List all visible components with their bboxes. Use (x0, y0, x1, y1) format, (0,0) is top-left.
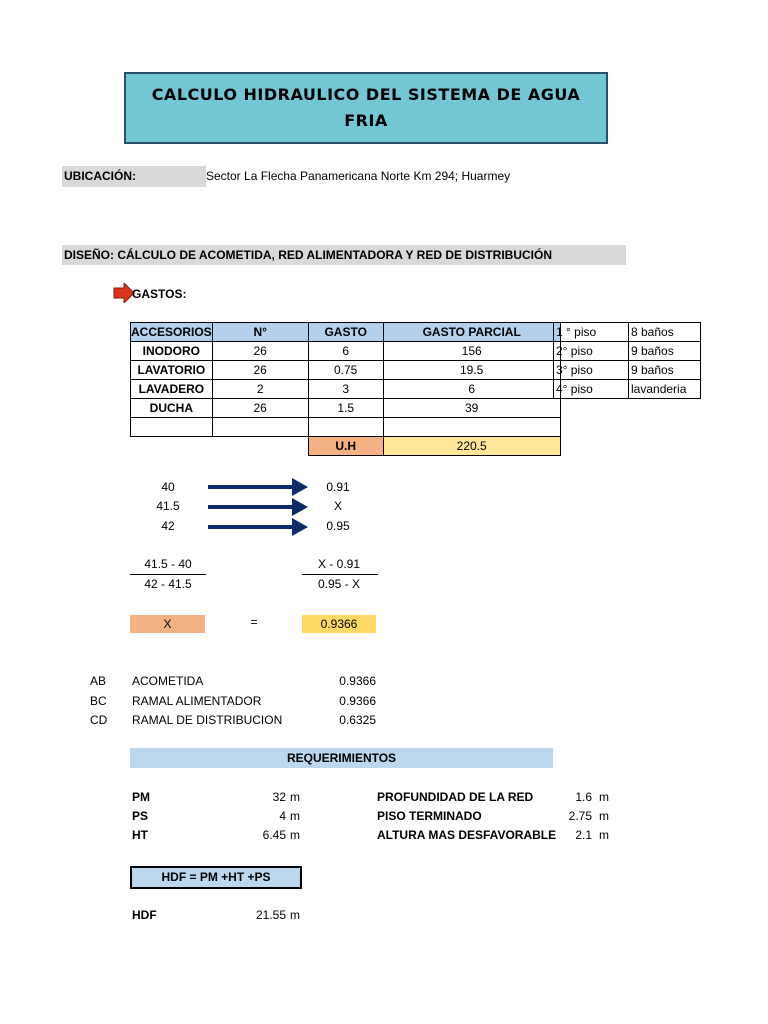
cell-accesorio: INODORO (131, 342, 213, 361)
x-value: 0.9366 (302, 615, 376, 633)
right-arrow-icon (208, 478, 308, 496)
piso-row (554, 361, 701, 380)
hdf-value: 21.55 (255, 908, 286, 922)
table-row-empty (131, 418, 561, 437)
tramo-code: BC (90, 694, 107, 708)
piso-label: 2° piso (554, 342, 629, 361)
tramo-value: 0.9366 (339, 694, 376, 708)
tramo-name: ACOMETIDA (132, 674, 204, 688)
tramo-name: RAMAL ALIMENTADOR (132, 694, 262, 708)
req-unit: m (290, 809, 300, 823)
x-label: X (130, 615, 205, 633)
req-label: PISO TERMINADO (377, 809, 482, 823)
table-row (131, 399, 561, 418)
uh-label: U.H (308, 437, 383, 456)
piso-label: 4° piso (554, 380, 629, 399)
cell-gasto-parcial: 39 (383, 399, 560, 418)
cell-gasto-parcial: 6 (383, 380, 560, 399)
interp-right-3: 0.95 (326, 519, 350, 533)
cell-accesorio: DUCHA (131, 399, 213, 418)
cell-numero: 26 (212, 361, 308, 380)
uh-value: 220.5 (383, 437, 560, 456)
piso-value: 9 baños (629, 342, 701, 361)
req-value: 1.6 (575, 790, 592, 804)
cell-numero: 26 (212, 399, 308, 418)
right-arrow-icon (208, 498, 308, 516)
piso-label: 3° piso (554, 361, 629, 380)
piso-value: 9 baños (629, 361, 701, 380)
cell-gasto: 3 (308, 380, 383, 399)
frac-right-line (302, 574, 378, 575)
hdf-unit: m (290, 908, 300, 922)
tramo-value: 0.9366 (339, 674, 376, 688)
page-title: CALCULO HIDRAULICO DEL SISTEMA DE AGUA FRIA (151, 85, 581, 130)
tramo-value: 0.6325 (339, 713, 376, 727)
hdf-formula: HDF = PM +HT +PS (130, 866, 302, 889)
req-value: 4 (279, 809, 286, 823)
hdf-label: HDF (132, 908, 157, 922)
requerimientos-heading: REQUERIMIENTOS (130, 748, 553, 768)
frac-left-numerator: 41.5 - 40 (144, 557, 192, 571)
blank-cell (212, 437, 308, 456)
tramo-code: CD (90, 713, 108, 727)
piso-row (554, 380, 701, 399)
equals-sign: = (250, 615, 258, 629)
req-unit: m (599, 828, 609, 842)
table-header-row (131, 323, 561, 342)
header-gasto: GASTO (308, 323, 383, 342)
blank-cell (131, 437, 213, 456)
req-label: ALTURA MAS DESFAVORABLE (377, 828, 557, 842)
req-value: 2.75 (568, 809, 592, 823)
piso-value: 8 baños (629, 323, 701, 342)
cell-gasto: 0.75 (308, 361, 383, 380)
gastos-table (130, 322, 561, 456)
ubicacion-value: Sector La Flecha Panamericana Norte Km 294; Huarmey (206, 169, 511, 183)
cell-numero: 2 (212, 380, 308, 399)
empty-cell (131, 418, 213, 437)
table-row (131, 361, 561, 380)
req-value: 2.1 (575, 828, 592, 842)
cell-numero: 26 (212, 342, 308, 361)
right-arrow-icon (208, 518, 308, 536)
frac-right-numerator: X - 0.91 (317, 557, 361, 571)
interp-left-3: 42 (161, 519, 175, 533)
title-box (124, 72, 608, 144)
piso-row (554, 342, 701, 361)
piso-label: 1 ° piso (554, 323, 629, 342)
tramo-code: AB (90, 674, 107, 688)
req-unit: m (290, 828, 300, 842)
cell-gasto-parcial: 156 (383, 342, 560, 361)
table-row (131, 380, 561, 399)
req-label: HT (132, 828, 148, 842)
cell-gasto-parcial: 19.5 (383, 361, 560, 380)
frac-left-denominator: 42 - 41.5 (144, 577, 192, 591)
cell-accesorio: LAVATORIO (131, 361, 213, 380)
cell-accesorio: LAVADERO (131, 380, 213, 399)
table-row (131, 342, 561, 361)
interp-right-2: X (333, 499, 342, 513)
req-unit: m (290, 790, 300, 804)
diseno-heading: DISEÑO: CÁLCULO DE ACOMETIDA, RED ALIMENTADORA Y RED DE DISTRIBUCIÓN (62, 245, 626, 265)
interp-left-1: 40 (161, 480, 175, 494)
pisos-table (553, 322, 701, 399)
tramo-name: RAMAL DE DISTRIBUCION (132, 713, 283, 727)
cell-gasto: 6 (308, 342, 383, 361)
req-label: PROFUNDIDAD DE LA RED (377, 790, 534, 804)
interp-right-1: 0.91 (326, 480, 350, 494)
empty-cell (212, 418, 308, 437)
table-row-uh (131, 437, 561, 456)
ubicacion-label: UBICACIÓN: (62, 166, 206, 187)
frac-right-denominator: 0.95 - X (317, 577, 361, 591)
header-accesorios: ACCESORIOS (131, 323, 213, 342)
header-numero: N° (212, 323, 308, 342)
empty-cell (308, 418, 383, 437)
req-value: 6.45 (262, 828, 286, 842)
piso-row (554, 323, 701, 342)
req-label: PM (132, 790, 150, 804)
header-gasto-parcial: GASTO PARCIAL (383, 323, 560, 342)
piso-value: lavanderia (629, 380, 701, 399)
empty-cell (383, 418, 560, 437)
req-label: PS (132, 809, 149, 823)
interp-left-2: 41.5 (156, 499, 180, 513)
req-unit: m (599, 809, 609, 823)
frac-left-line (130, 574, 206, 575)
cell-gasto: 1.5 (308, 399, 383, 418)
req-value: 32 (272, 790, 286, 804)
req-unit: m (599, 790, 609, 804)
gastos-label: GASTOS: (132, 287, 187, 301)
